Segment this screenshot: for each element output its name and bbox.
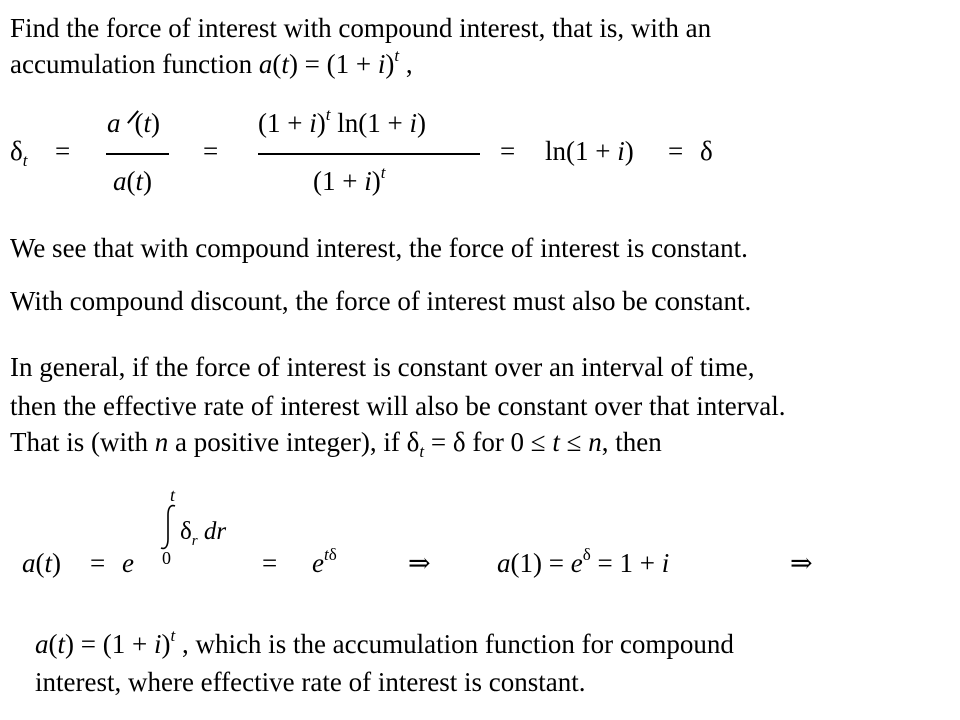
conc-close: ) <box>161 629 171 659</box>
a1-rest: (1) = <box>510 548 571 578</box>
intro-lp: ( <box>272 49 282 79</box>
intro-exp: t <box>394 46 400 65</box>
general-n: n <box>154 427 169 457</box>
general-mid: a positive integer), if δ <box>168 427 420 457</box>
general-sub: t <box>419 442 425 461</box>
eq2-rhs-e: e <box>312 548 324 578</box>
eq2-rhs <box>312 545 337 579</box>
a1-e: e <box>570 548 583 578</box>
num2-end: ) <box>416 108 426 138</box>
eq2-lhs-t: t <box>44 548 53 578</box>
conclusion-line-2: interest, where effective rate of interest is constant. <box>35 667 586 697</box>
general-pre: That is (with <box>10 427 155 457</box>
equals-3: = <box>500 136 516 166</box>
general-t: t <box>552 427 560 457</box>
intro-i: i <box>377 49 386 79</box>
conc-t: t <box>57 629 66 659</box>
integrand-delta: δ <box>180 518 192 545</box>
fraction-1-denominator <box>113 166 152 197</box>
integrand-dr: dr <box>197 518 227 545</box>
equals-1: = <box>55 136 71 166</box>
eq2-lhs-a: a <box>22 548 36 578</box>
conc-mid: ) = (1 + <box>65 629 154 659</box>
result-i: i <box>617 136 625 166</box>
a1-a: a <box>497 548 511 578</box>
den2-i: i <box>364 166 372 196</box>
implies-icon: ⇒ <box>408 548 431 578</box>
num2-i2: i <box>409 108 417 138</box>
fraction-2-denominator <box>313 163 386 197</box>
integral-lower-limit: 0 <box>162 548 171 568</box>
general-line-3 <box>10 426 662 462</box>
implies-icon-2: ⇒ <box>790 548 813 578</box>
intro-line-1 <box>10 12 711 44</box>
intro-mid: ) = (1 + <box>288 49 378 79</box>
result-delta: δ <box>700 136 713 166</box>
den1-paren-close: ) <box>143 166 153 196</box>
intro-t: t <box>281 49 289 79</box>
fraction-1-numerator <box>107 108 160 139</box>
fraction-1-bar <box>106 153 169 155</box>
delta-symbol: δ <box>10 136 23 166</box>
num1-paren-close: ) <box>151 108 161 138</box>
eq2-lhs-close: ) <box>52 548 62 578</box>
intro-a: a <box>258 49 273 79</box>
conc-paren: ( <box>48 629 58 659</box>
general-n2: n <box>588 427 602 457</box>
integrand <box>180 518 227 549</box>
intro-rp: ) <box>385 49 395 79</box>
general-end: , then <box>601 427 662 457</box>
result-close: ) <box>624 136 634 166</box>
intro-end: , <box>399 49 413 79</box>
den2-close: ) <box>371 166 381 196</box>
conc-i: i <box>153 629 162 659</box>
num1-a: a <box>107 108 121 138</box>
equals-4: = <box>668 136 684 166</box>
a1-exp: δ <box>582 545 591 564</box>
eq2-base-e: e <box>122 548 134 578</box>
a1-i: i <box>661 548 670 578</box>
den1-t: t <box>135 166 144 196</box>
conc-a: a <box>35 629 49 659</box>
eq2-equals-2: = <box>262 548 278 578</box>
eq2-rhs-exp-delta: δ <box>328 545 337 564</box>
integrand-sub: r <box>191 533 198 549</box>
equals-2: = <box>203 136 219 166</box>
a1-eq: = 1 + <box>590 548 662 578</box>
num1-paren-open: ( <box>134 108 144 138</box>
conc-rest: , which is the accumulation function for compound <box>175 629 734 659</box>
general-line-1: In general, if the force of interest is constant over an interval of time, <box>10 352 755 382</box>
num1-t: t <box>143 108 152 138</box>
den1-paren-open: ( <box>126 166 136 196</box>
fraction-2-numerator <box>258 105 426 139</box>
fraction-2-bar <box>258 153 480 155</box>
general-mid3: ≤ <box>559 427 589 457</box>
result-pre: ln(1 + <box>545 136 618 166</box>
eq2-equals: = <box>90 548 106 578</box>
eq2-rhs-exp-t: t <box>323 545 329 564</box>
a-of-one-expression <box>497 545 670 579</box>
statement-compound-discount: With compound discount, the force of interest must also be constant. <box>10 286 752 316</box>
den1-a: a <box>113 166 127 196</box>
delta-sub: t <box>22 151 28 170</box>
num2-close: ) <box>316 108 326 138</box>
intro-text-2: accumulation function <box>10 49 259 79</box>
eq2-lhs <box>22 548 61 579</box>
num2-ln: ln(1 + <box>330 108 410 138</box>
general-mid2: = δ for 0 ≤ <box>424 427 553 457</box>
eq2-lhs-paren: ( <box>35 548 45 578</box>
den2-exp: t <box>380 163 386 182</box>
delta-t <box>10 136 28 170</box>
num2-exp: t <box>325 105 331 124</box>
conclusion-line-1 <box>35 628 734 664</box>
general-line-2: then the effective rate of interest will also be constant over that interval. <box>10 391 786 421</box>
result-expression <box>545 136 634 167</box>
statement-compound-interest: We see that with compound interest, the force of interest is constant. <box>10 233 748 263</box>
intro-text-1: Find the force of interest with compound interest, that is, with an <box>10 13 712 43</box>
intro-line-2 <box>10 48 413 84</box>
integral-upper-limit: t <box>170 485 176 505</box>
den2-pre: (1 + <box>313 166 365 196</box>
conc-exp: t <box>170 626 176 645</box>
num2-i: i <box>309 108 317 138</box>
integral-sign-icon <box>158 503 178 551</box>
num2-pre: (1 + <box>258 108 310 138</box>
